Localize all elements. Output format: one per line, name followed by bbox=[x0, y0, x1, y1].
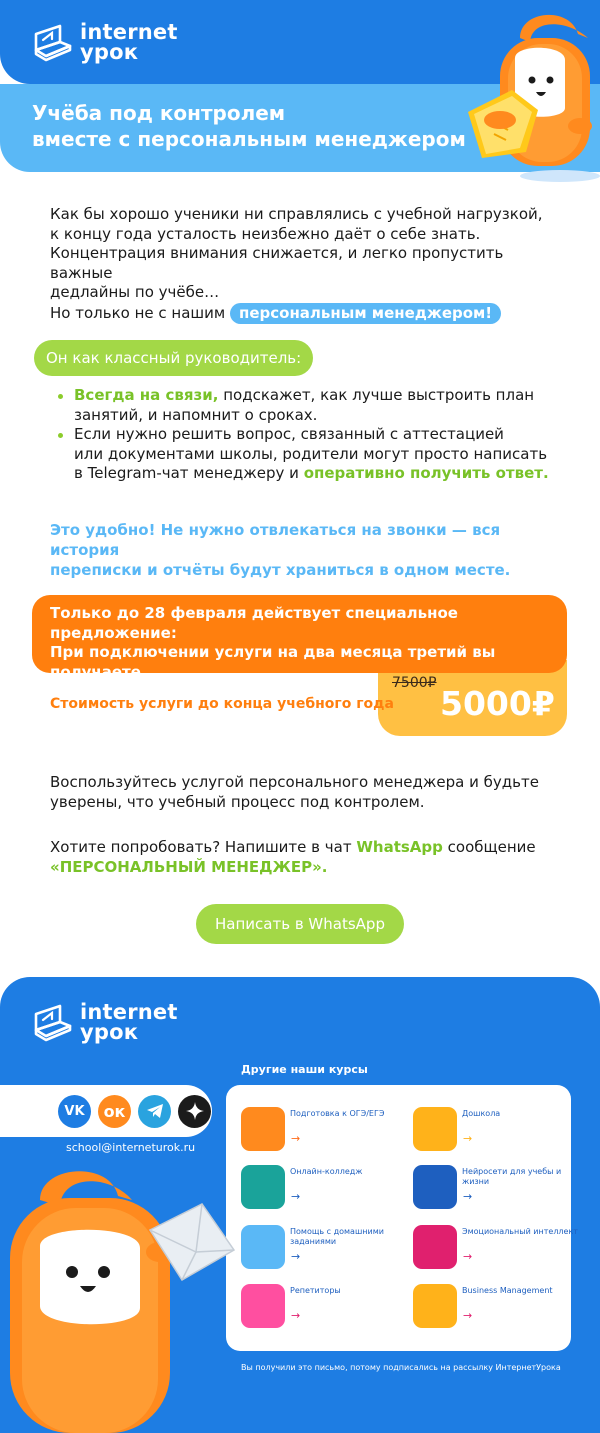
logo-book-icon bbox=[30, 1000, 74, 1044]
logo-text bbox=[80, 22, 178, 62]
list-item bbox=[56, 425, 556, 484]
course-oge-icon bbox=[241, 1107, 285, 1151]
telegram-icon[interactable] bbox=[138, 1095, 171, 1128]
bullet-highlight: оперативно получить ответ bbox=[303, 464, 543, 482]
bullet-highlight: Всегда на связи, bbox=[74, 386, 219, 404]
course-item-preschool[interactable] bbox=[413, 1107, 583, 1157]
course-item-tutors[interactable] bbox=[241, 1284, 411, 1334]
logo[interactable] bbox=[30, 20, 178, 64]
list-item bbox=[56, 386, 556, 425]
course-name: Нейросети для учебы и жизни bbox=[462, 1167, 562, 1186]
course-tutors-icon bbox=[241, 1284, 285, 1328]
course-name: Дошкола bbox=[462, 1109, 501, 1118]
logo-line2: урок bbox=[80, 1020, 139, 1044]
course-name: Онлайн-колледж bbox=[290, 1167, 363, 1176]
courses-card bbox=[226, 1085, 578, 1351]
course-name: Подготовка к ОГЭ/ЕГЭ bbox=[290, 1109, 385, 1118]
bullet-text: . bbox=[542, 464, 549, 482]
course-item-ai[interactable] bbox=[413, 1165, 583, 1215]
cta-line: уверены, что учебный процесс под контролем. bbox=[50, 793, 425, 811]
contact-email[interactable]: school@interneturok.ru bbox=[66, 1141, 196, 1154]
message-code: «ПЕРСОНАЛЬНЫЙ МЕНЕДЖЕР». bbox=[50, 858, 328, 876]
course-name: Business Management bbox=[462, 1286, 553, 1295]
bullet-text: в Telegram-чат менеджеру и bbox=[74, 464, 304, 482]
course-item-college[interactable] bbox=[241, 1165, 411, 1215]
logo-book-icon bbox=[30, 20, 74, 64]
bullet-text: или документами школы, родители могут просто написать bbox=[74, 444, 548, 463]
bullet-text: Если нужно решить вопрос, связанный с аттестацией bbox=[74, 425, 504, 443]
course-item-emotional[interactable] bbox=[413, 1225, 583, 1275]
course-name: Репетиторы bbox=[290, 1286, 341, 1295]
write-whatsapp-button[interactable]: Написать в WhatsApp bbox=[196, 904, 404, 944]
title-line1: Учёба под контролем bbox=[32, 101, 286, 125]
price-label: Стоимость услуги до конца учебного года bbox=[50, 696, 394, 712]
whatsapp-link[interactable]: WhatsApp bbox=[356, 838, 443, 856]
course-homework-icon bbox=[241, 1225, 285, 1269]
subscription-disclaimer: Вы получили это письмо, потому подписались на рассылку ИнтернетУрока bbox=[241, 1363, 561, 1372]
offer-line: Только до 28 февраля действует специальное предложение: bbox=[50, 604, 458, 642]
footer-logo[interactable] bbox=[30, 1000, 178, 1044]
course-item-oge-ege[interactable] bbox=[241, 1107, 411, 1157]
odnoklassniki-icon[interactable]: ок bbox=[98, 1095, 131, 1128]
logo-line2: урок bbox=[80, 40, 139, 64]
new-price: 5000₽ bbox=[440, 684, 555, 723]
intro-line: Но только не с нашим bbox=[50, 303, 226, 322]
try-line: Хотите попробовать? Напишите в чат bbox=[50, 838, 357, 856]
course-preschool-icon bbox=[413, 1107, 457, 1151]
course-emotional-icon bbox=[413, 1225, 457, 1269]
course-item-homework[interactable] bbox=[241, 1225, 411, 1275]
offer-line: При подключении услуги на два месяца третий вы получаете bbox=[50, 643, 496, 681]
arrow-right-icon: → bbox=[463, 1250, 473, 1263]
note-line: Это удобно! Не нужно отвлекаться на звонки — вся история bbox=[50, 521, 501, 559]
arrow-right-icon: → bbox=[291, 1132, 301, 1145]
intro-line: дедлайны по учёбе… bbox=[50, 283, 220, 301]
convenience-note bbox=[50, 520, 560, 580]
logo-line1: internet bbox=[80, 1000, 178, 1024]
old-price: 7500₽ bbox=[392, 675, 437, 691]
arrow-right-icon: → bbox=[463, 1190, 473, 1203]
other-courses-title: Другие наши курсы bbox=[241, 1063, 368, 1076]
course-item-business[interactable] bbox=[413, 1284, 583, 1334]
vk-icon[interactable]: VK bbox=[58, 1095, 91, 1128]
role-bullet-list bbox=[56, 386, 556, 484]
envelope-icon bbox=[146, 1200, 238, 1288]
course-name: Эмоциональный интеллект bbox=[462, 1227, 578, 1236]
intro-line: к концу года усталость неизбежно даёт о себе знать. bbox=[50, 224, 481, 243]
dzen-icon[interactable] bbox=[178, 1095, 211, 1128]
arrow-right-icon: → bbox=[291, 1190, 301, 1203]
course-business-icon bbox=[413, 1284, 457, 1328]
course-name: Помощь с домашними заданиями bbox=[290, 1227, 384, 1246]
title-line2: вместе с персональным менеджером bbox=[32, 127, 466, 151]
cta-line: Воспользуйтесь услугой персонального менеджера и будьте bbox=[50, 773, 539, 791]
cta-text bbox=[50, 772, 560, 812]
intro-line: Концентрация внимания снижается, и легко пропустить важные bbox=[50, 244, 504, 282]
arrow-right-icon: → bbox=[463, 1132, 473, 1145]
logo-text bbox=[80, 1002, 178, 1042]
arrow-right-icon: → bbox=[291, 1250, 301, 1263]
intro-last-line bbox=[50, 303, 560, 325]
offer-line: бесплатно! bbox=[50, 682, 148, 700]
try-text bbox=[50, 837, 560, 877]
note-line: переписки и отчёты будут храниться в одном месте. bbox=[50, 561, 511, 579]
arrow-right-icon: → bbox=[291, 1309, 301, 1322]
social-links bbox=[0, 1085, 212, 1137]
page-title bbox=[32, 100, 466, 152]
try-line: сообщение bbox=[442, 838, 536, 856]
mascot-backpack-illustration bbox=[460, 8, 600, 183]
bullet-text: подскажет, как лучше выстроить план bbox=[218, 386, 535, 404]
arrow-right-icon: → bbox=[463, 1309, 473, 1322]
highlight-badge: персональным менеджером! bbox=[230, 303, 501, 325]
course-ai-icon bbox=[413, 1165, 457, 1209]
intro-line: Как бы хорошо ученики ни справлялись с учебной нагрузкой, bbox=[50, 205, 543, 223]
bullet-text: занятий, и напомнит о сроках. bbox=[74, 405, 318, 424]
course-college-icon bbox=[241, 1165, 285, 1209]
logo-line1: internet bbox=[80, 20, 178, 44]
intro-text bbox=[50, 205, 560, 324]
role-heading-badge: Он как классный руководитель: bbox=[34, 340, 313, 376]
